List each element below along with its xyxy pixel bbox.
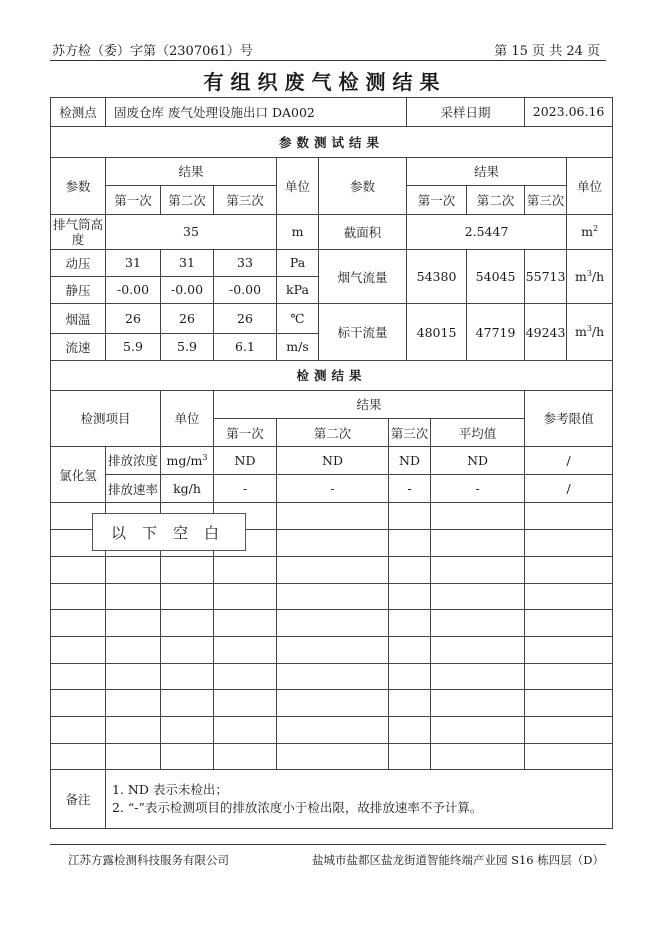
detect-section-title-row — [51, 360, 613, 390]
param-name-dynamic-pressure: 动压 — [51, 249, 106, 276]
param-v3-dynamic-pressure: 33 — [214, 249, 277, 276]
sampling-date-value: 2023.06.16 — [525, 98, 613, 127]
remarks-label: 备注 — [51, 770, 106, 829]
metric-concentration: 排放浓度 — [106, 446, 161, 474]
detect-row-rate — [51, 474, 613, 503]
blank-below-stamp: 以下空白 — [92, 513, 246, 551]
param-unit-flow-velocity: m/s — [277, 334, 319, 361]
results-table — [50, 97, 613, 829]
run-2-header-right: 第二次 — [467, 186, 525, 215]
param-col-header-right: 参数 — [319, 157, 407, 214]
run-3-header-right: 第三次 — [525, 186, 567, 215]
remark-line: 2. “-”表示检测项目的排放浓度小于检出限，故排放速率不予计算。 — [112, 800, 483, 816]
footer-divider — [50, 844, 606, 845]
param-v3-std-dry-flow: 49243 — [525, 304, 567, 360]
param-v1-flue-temp: 26 — [106, 304, 161, 334]
rate-limit: / — [525, 474, 613, 503]
detect-run-3-header: 第三次 — [389, 419, 431, 447]
param-name-flue-temp: 烟温 — [51, 304, 106, 334]
param-name-std-dry-flow: 标干流量 — [319, 304, 407, 360]
run-1-header: 第一次 — [106, 186, 161, 215]
param-unit-cross-section: $m^2$ — [567, 215, 613, 250]
conc-average: ND — [431, 446, 525, 474]
remarks-content — [106, 770, 613, 829]
footer-address: 盐城市盐都区盐龙街道智能终端产业园 S16 栋四层（D） — [311, 853, 604, 867]
blank-row — [51, 583, 613, 610]
param-v2-static-pressure: -0.00 — [161, 276, 214, 304]
blank-row — [51, 743, 613, 770]
remark-line: 1. ND 表示未检出； — [112, 782, 228, 798]
detect-header-row — [51, 390, 613, 419]
param-v2-flue-temp: 26 — [161, 304, 214, 334]
param-value-cross-section: 2.5447 — [407, 215, 567, 250]
param-value-stack-height: 35 — [106, 215, 277, 250]
param-name-cross-section: 截面积 — [319, 215, 407, 250]
test-point-label: 检测点 — [51, 98, 106, 127]
detect-run-1-header: 第一次 — [214, 419, 277, 447]
param-v2-flue-gas-flow: 54045 — [467, 249, 525, 303]
blank-row — [51, 716, 613, 743]
pollutant-name: 氯化氢 — [51, 446, 106, 502]
test-point-value: 固废仓库 废气处理设施出口 DA002 — [106, 98, 407, 127]
param-name-flue-gas-flow: 烟气流量 — [319, 249, 407, 303]
report-number: 苏方检（委）字第（2307061）号 — [52, 44, 253, 59]
rate-run-1: - — [214, 474, 277, 503]
page-info: 第 15 页 共 24 页 — [494, 44, 600, 59]
run-3-header: 第三次 — [214, 186, 277, 215]
unit-rate: kg/h — [161, 474, 214, 503]
param-v3-flow-velocity: 6.1 — [214, 334, 277, 361]
conc-run-2: ND — [277, 446, 389, 474]
detect-average-header: 平均值 — [431, 419, 525, 447]
rate-run-2: - — [277, 474, 389, 503]
item-col-header: 检测项目 — [51, 390, 161, 446]
conc-run-3: ND — [389, 446, 431, 474]
params-section-title-row — [51, 126, 613, 157]
blank-row — [51, 636, 613, 663]
param-unit-flue-temp: ℃ — [277, 304, 319, 334]
detect-run-2-header: 第二次 — [277, 419, 389, 447]
param-v3-static-pressure: -0.00 — [214, 276, 277, 304]
detect-row-concentration — [51, 446, 613, 474]
limit-col-header: 参考限值 — [525, 390, 613, 446]
unit-col-header-left: 单位 — [277, 157, 319, 214]
param-name-stack-height: 排气筒高度 — [51, 215, 106, 250]
rate-run-3: - — [389, 474, 431, 503]
result-col-header-left: 结果 — [106, 157, 277, 186]
param-v1-flow-velocity: 5.9 — [106, 334, 161, 361]
blank-row — [51, 690, 613, 717]
param-name-static-pressure: 静压 — [51, 276, 106, 304]
param-unit-flue-gas-flow: $m^3/h$ — [567, 249, 613, 303]
param-col-header-left: 参数 — [51, 157, 106, 214]
run-2-header: 第二次 — [161, 186, 214, 215]
param-unit-std-dry-flow: $m^3/h$ — [567, 304, 613, 360]
blank-row — [51, 610, 613, 637]
param-row-flue-temp — [51, 304, 613, 334]
detect-section-title: 检测结果 — [51, 360, 613, 390]
unit-col-header-right: 单位 — [567, 157, 613, 214]
blank-row — [51, 663, 613, 690]
param-unit-static-pressure: kPa — [277, 276, 319, 304]
param-v1-flue-gas-flow: 54380 — [407, 249, 467, 303]
params-header-row — [51, 157, 613, 186]
param-row-stack-height — [51, 215, 613, 250]
conc-run-1: ND — [214, 446, 277, 474]
param-v2-dynamic-pressure: 31 — [161, 249, 214, 276]
sampling-date-label: 采样日期 — [407, 98, 525, 127]
metric-rate: 排放速率 — [106, 474, 161, 503]
unit-concentration: $mg/m^3$ — [161, 446, 214, 474]
info-row — [51, 98, 613, 127]
param-v3-flue-gas-flow: 55713 — [525, 249, 567, 303]
param-unit-stack-height: m — [277, 215, 319, 250]
param-row-dynamic-pressure — [51, 249, 613, 276]
document-title: 有组织废气检测结果 — [203, 70, 447, 94]
footer-company: 江苏方露检测科技服务有限公司 — [68, 853, 229, 867]
run-1-header-right: 第一次 — [407, 186, 467, 215]
detect-unit-col-header: 单位 — [161, 390, 214, 446]
params-section-title: 参数测试结果 — [51, 126, 613, 157]
header-divider — [50, 60, 606, 61]
param-v2-std-dry-flow: 47719 — [467, 304, 525, 360]
detect-result-col-header: 结果 — [214, 390, 525, 419]
blank-row — [51, 556, 613, 583]
param-v3-flue-temp: 26 — [214, 304, 277, 334]
param-v1-dynamic-pressure: 31 — [106, 249, 161, 276]
param-name-flow-velocity: 流速 — [51, 334, 106, 361]
param-v1-std-dry-flow: 48015 — [407, 304, 467, 360]
param-unit-dynamic-pressure: Pa — [277, 249, 319, 276]
remarks-row — [51, 770, 613, 829]
conc-limit: / — [525, 446, 613, 474]
rate-average: - — [431, 474, 525, 503]
param-v1-static-pressure: -0.00 — [106, 276, 161, 304]
param-v2-flow-velocity: 5.9 — [161, 334, 214, 361]
result-col-header-right: 结果 — [407, 157, 567, 186]
